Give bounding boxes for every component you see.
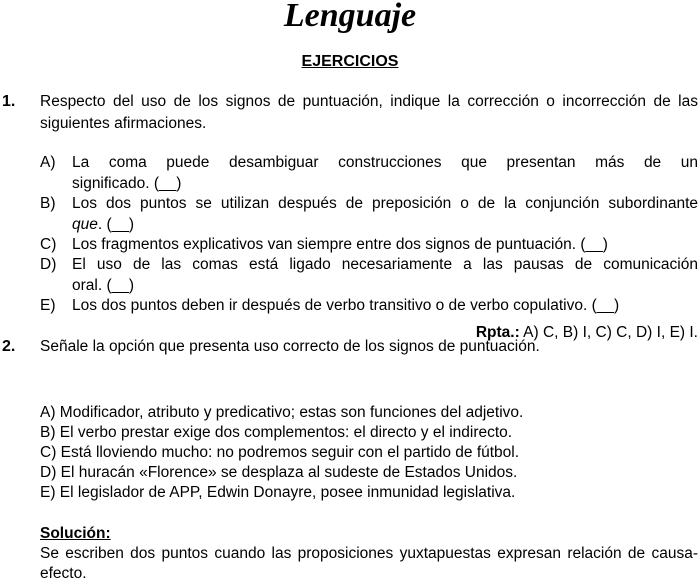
option-text-rest: . (__) (97, 216, 135, 233)
option-text-line2: significado. (__) (72, 175, 182, 192)
option-letter: B) (40, 195, 56, 212)
option-text-line1: El uso de las comas está ligado necesariamente a las pausas de comunicación (72, 256, 698, 273)
option-text-line2: oral. (__) (72, 277, 135, 294)
option-text-line1: Los dos puntos deben ir después de verbo transitivo o de verbo copulativo. (__) (72, 297, 620, 314)
option-text-line1: Los fragmentos explicativos van siempre entre dos signos de puntuación. (__) (72, 236, 608, 253)
option-letter: C) (40, 236, 57, 253)
question-2-option-d: D) El huracán «Florence» se desplaza al sudeste de Estados Unidos. (40, 464, 518, 481)
page-title: Lenguaje (283, 0, 417, 34)
solution-text: Se escriben dos puntos cuando las proposiciones yuxtapuestas expresan relación de causa-efecto. (40, 545, 698, 582)
answer-text: A) C, B) I, C) C, D) I, E) I. (519, 324, 698, 341)
question-2-option-a: A) Modificador, atributo y predicativo; estas son funciones del adjetivo. (40, 404, 524, 421)
question-2-text: Señale la opción que presenta uso correcto de los signos de puntuación. (40, 338, 540, 355)
italic-word: que (72, 216, 98, 233)
question-2-number: 2. (2, 338, 16, 355)
solution-colon: : (105, 525, 111, 542)
section-heading: EJERCICIOS (301, 53, 399, 70)
option-text-line1: La coma puede desambiguar construcciones que presentan más de un (72, 154, 698, 171)
solution-heading (40, 525, 111, 543)
option-letter: D) (40, 256, 57, 273)
option-text-line1: Los dos puntos se utilizan después de preposición o de la conjunción subordinante (72, 195, 698, 212)
option-letter: A) (40, 154, 56, 171)
question-2-option-b: B) El verbo prestar exige dos complementos: el directo y el indirecto. (40, 424, 513, 441)
solution-label: Solución (40, 525, 106, 542)
question-1-text: Respecto del uso de los signos de puntuación, indique la corrección o incorrección de las siguientes afirmaciones. (40, 93, 698, 132)
question-2-option-e: E) El legislador de APP, Edwin Donayre, posee inmunidad legislativa. (40, 484, 516, 501)
question-1-number: 1. (2, 93, 16, 110)
question-2-option-c: C) Está lloviendo mucho: no podremos seguir con el partido de fútbol. (40, 444, 520, 461)
answer-label: Rpta.: (475, 324, 520, 341)
option-text-line2 (72, 214, 698, 235)
option-letter: E) (40, 297, 56, 314)
